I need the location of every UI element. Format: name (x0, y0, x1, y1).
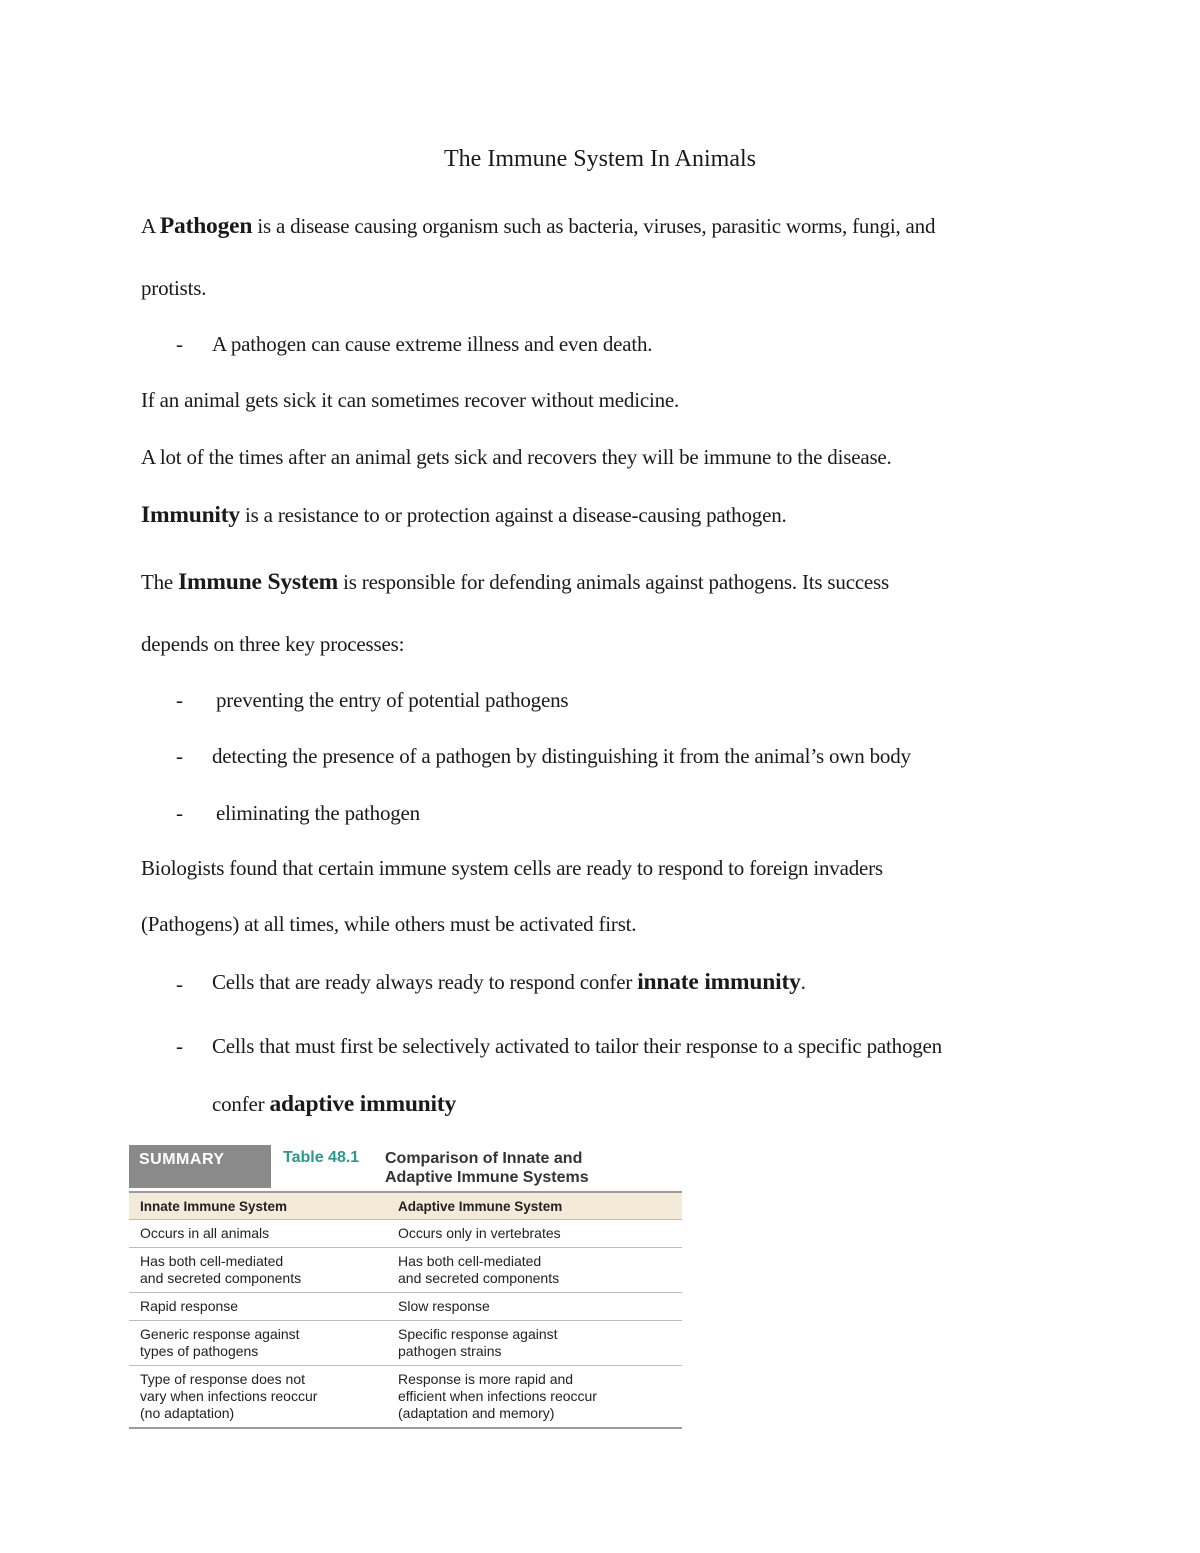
table-header (129, 1145, 682, 1191)
text-span: The (141, 570, 179, 594)
table-cell: Has both cell-mediated and secreted components (140, 1253, 302, 1286)
text-span: is a disease causing organism such as bacteria, viruses, parasitic worms, fungi, and (252, 214, 936, 238)
recover-line: If an animal gets sick it can sometimes recover without medicine. (141, 388, 680, 412)
table-row (129, 1365, 682, 1429)
immune-system-continuation: depends on three key processes: (141, 632, 405, 656)
pathogen-definition-continuation: protists. (141, 276, 207, 300)
table-row (129, 1247, 682, 1292)
table-row (129, 1219, 682, 1247)
table-row (129, 1320, 682, 1365)
text-span: . (800, 970, 806, 994)
caption-line: Adaptive Immune Systems (385, 1169, 589, 1186)
adaptive-immunity-term: adaptive immunity (269, 1091, 457, 1117)
table-caption (385, 1149, 589, 1187)
table-cell: Rapid response (140, 1298, 239, 1314)
table-number: Table 48.1 (283, 1149, 360, 1166)
table-column-headers (129, 1191, 682, 1219)
table-cell: Type of response does not vary when infections reoccur (no adaptation) (140, 1371, 318, 1421)
pathogen-bullet: A pathogen can cause extreme illness and even death. (212, 332, 653, 356)
summary-tag: SUMMARY (129, 1145, 271, 1188)
biologists-continuation: (Pathogens) at all times, while others must be activated first. (141, 912, 637, 936)
table-cell: Specific response against pathogen strains (398, 1326, 558, 1359)
column-header-innate: Innate Immune System (140, 1198, 288, 1214)
column-header-adaptive: Adaptive Immune System (398, 1198, 563, 1214)
biologists-line: Biologists found that certain immune system cells are ready to respond to foreign invaders (141, 856, 883, 880)
text-span: is a resistance to or protection against a disease-causing pathogen. (239, 503, 787, 527)
innate-bullet (212, 968, 806, 996)
table-row (129, 1292, 682, 1320)
bullet-dash: - (176, 688, 183, 712)
text-span: is responsible for defending animals against pathogens. Its success (338, 570, 890, 594)
process-item: detecting the presence of a pathogen by distinguishing it from the animal’s own body (212, 744, 911, 768)
text-span: confer (212, 1092, 270, 1116)
bullet-dash: - (176, 801, 183, 825)
table-cell: Has both cell-mediated and secreted components (398, 1253, 560, 1286)
adaptive-bullet: Cells that must first be selectively activated to tailor their response to a specific pathogen (212, 1034, 942, 1058)
table-cell: Occurs in all animals (140, 1225, 270, 1241)
bullet-dash: - (176, 1034, 183, 1058)
text-span: A (141, 214, 160, 238)
table-cell: Occurs only in vertebrates (398, 1225, 561, 1241)
table-cell: Generic response against types of pathogens (140, 1326, 300, 1359)
pathogen-definition-line (141, 212, 935, 240)
innate-immunity-term: innate immunity (637, 969, 801, 995)
immune-after-line: A lot of the times after an animal gets sick and recovers they will be immune to the disease. (141, 445, 892, 469)
immune-system-line (141, 568, 889, 596)
immunity-definition-line (141, 501, 787, 529)
pathogen-term: Pathogen (159, 213, 253, 239)
caption-line: Comparison of Innate and (385, 1150, 583, 1167)
process-item: preventing the entry of potential pathogens (216, 688, 569, 712)
bullet-dash: - (176, 744, 183, 768)
page-title: The Immune System In Animals (444, 146, 756, 172)
table-cell: Slow response (398, 1298, 490, 1314)
immune-system-term: Immune System (178, 569, 339, 595)
bullet-dash: - (176, 332, 183, 356)
bullet-dash: - (176, 972, 183, 996)
text-span: Cells that are ready always ready to respond confer (212, 970, 638, 994)
adaptive-bullet-continuation (212, 1090, 456, 1118)
summary-table (129, 1145, 682, 1429)
immunity-term: Immunity (141, 502, 240, 528)
process-item: eliminating the pathogen (216, 801, 420, 825)
table-cell: Response is more rapid and efficient when infections reoccur (adaptation and memory) (398, 1371, 597, 1421)
